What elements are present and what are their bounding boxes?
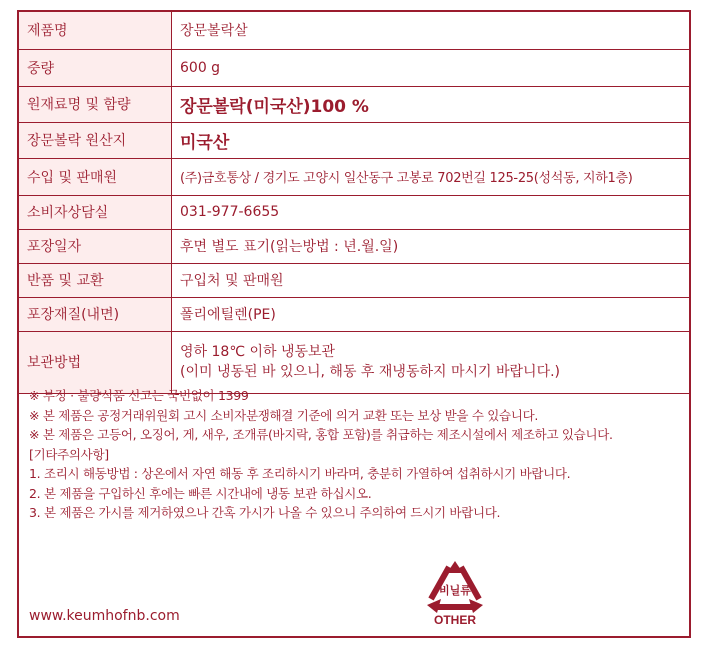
storage-line-1: 영하 18℃ 이하 냉동보관	[180, 344, 336, 360]
row-label-packing-date: 포장일자	[19, 229, 172, 263]
row-label-return: 반품 및 교환	[19, 263, 172, 297]
table-row	[19, 158, 689, 195]
table-row	[19, 49, 689, 86]
table-row	[19, 229, 689, 263]
recycle-triangle-icon	[423, 559, 487, 615]
note-compensation: ※ 본 제품은 공정거래위원회 고시 소비자분쟁해결 기준에 의거 교환 또는 보상 받을 수 있습니다.	[29, 407, 539, 423]
note-caution-3: 3. 본 제품은 가시를 제거하였으나 간혹 가시가 나올 수 있으니 주의하여 드시기 바랍니다.	[29, 505, 501, 520]
row-label-product-name: 제품명	[19, 12, 172, 49]
row-value-packing-date: 후면 별도 표기(읽는방법 : 년.월.일)	[172, 229, 690, 263]
note-caution-heading: [기타주의사항]	[29, 446, 109, 462]
table-row	[19, 263, 689, 297]
row-label-storage: 보관방법	[19, 331, 172, 393]
row-value-origin: 미국산	[172, 122, 690, 158]
row-label-ingredients: 원재료명 및 함량	[19, 86, 172, 122]
table-row	[19, 331, 689, 393]
label-frame	[17, 10, 691, 638]
table-row	[19, 195, 689, 229]
table-row	[19, 12, 689, 49]
recycle-label: 비닐류	[439, 584, 471, 597]
row-label-weight: 중량	[19, 49, 172, 86]
table-row	[19, 86, 689, 122]
storage-line-2: (이미 냉동된 바 있으니, 해동 후 재냉동하지 마시기 바랍니다.)	[180, 364, 561, 380]
product-spec-table	[19, 12, 689, 394]
table-row	[19, 297, 689, 331]
row-value-product-name: 장문볼락살	[172, 12, 690, 49]
note-report: ※ 부정 · 불량식품 신고는 국번없이 1399	[29, 388, 249, 403]
recycle-mark	[423, 559, 487, 631]
row-label-origin: 장문볼락 원산지	[19, 122, 172, 158]
row-value-packaging: 폴리에틸렌(PE)	[172, 297, 690, 331]
note-caution-1: 1. 조리시 해동방법 : 상온에서 자연 해동 후 조리하시기 바라며, 충분히 가열하여 섭취하시기 바랍니다.	[29, 466, 571, 481]
row-value-consumer-center: 031-977-6655	[172, 195, 690, 229]
note-caution-2: 2. 본 제품을 구입하신 후에는 빠른 시간내에 냉동 보관 하십시오.	[29, 485, 372, 501]
recycle-other-label: OTHER	[434, 613, 476, 627]
row-label-packaging: 포장재질(내면)	[19, 297, 172, 331]
row-label-importer: 수입 및 판매원	[19, 158, 172, 195]
row-value-weight: 600 g	[172, 49, 690, 86]
table-row	[19, 122, 689, 158]
notes-section	[29, 386, 689, 523]
row-label-consumer-center: 소비자상담실	[19, 195, 172, 229]
row-value-ingredients: 장문볼락(미국산)100 %	[172, 86, 690, 122]
website-url: www.keumhofnb.com	[29, 608, 180, 624]
note-allergen: ※ 본 제품은 고등어, 오징어, 게, 새우, 조개류(바지락, 홍합 포함)를 취급하는 제조시설에서 제조하고 있습니다.	[29, 427, 613, 442]
row-value-importer: (주)금호통상 / 경기도 고양시 일산동구 고봉로 702번길 125-25(성석동, 지하1층)	[172, 158, 690, 195]
row-value-storage	[172, 331, 690, 393]
row-value-return: 구입처 및 판매원	[172, 263, 690, 297]
